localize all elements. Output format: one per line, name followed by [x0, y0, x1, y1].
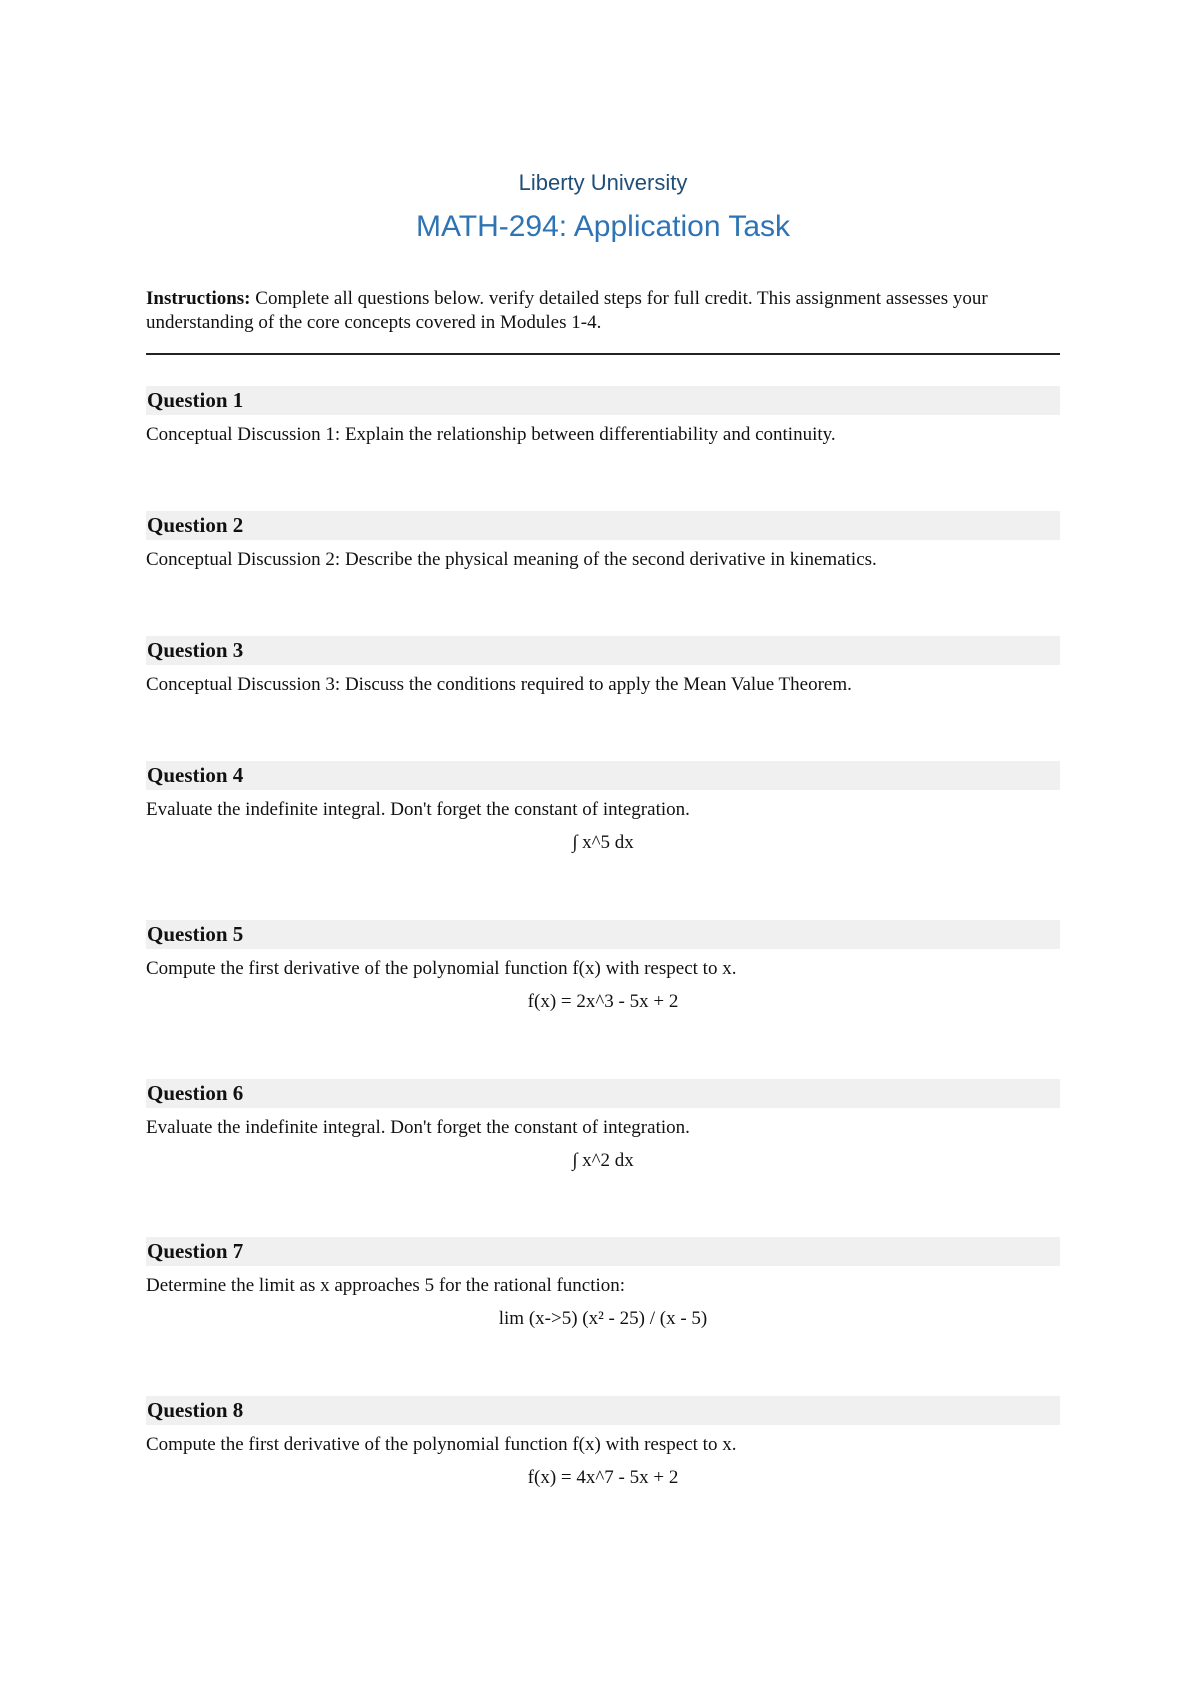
question-text: Compute the first derivative of the polynomial function f(x) with respect to x.	[146, 958, 737, 979]
question-text: Conceptual Discussion 2: Describe the physical meaning of the second derivative in kinematics.	[146, 549, 877, 570]
question-7	[146, 1237, 1060, 1330]
question-1	[146, 386, 1060, 446]
question-8	[146, 1396, 1060, 1489]
question-heading: Question 1	[146, 386, 1060, 415]
question-text: Conceptual Discussion 1: Explain the relationship between differentiability and continuity.	[146, 424, 836, 445]
question-text: Evaluate the indefinite integral. Don't forget the constant of integration.	[146, 799, 690, 820]
question-formula: ∫ x^2 dx	[572, 1150, 634, 1171]
question-heading: Question 5	[146, 920, 1060, 949]
question-4	[146, 761, 1060, 854]
instructions	[146, 287, 1060, 335]
divider	[146, 353, 1060, 355]
university-name: Liberty University	[518, 170, 688, 195]
question-heading: Question 3	[146, 636, 1060, 665]
question-heading: Question 6	[146, 1079, 1060, 1108]
question-2	[146, 511, 1060, 571]
question-formula: f(x) = 4x^7 - 5x + 2	[527, 1467, 679, 1488]
question-heading: Question 8	[146, 1396, 1060, 1425]
question-5	[146, 920, 1060, 1013]
question-formula: lim (x->5) (x² - 25) / (x - 5)	[498, 1308, 708, 1329]
question-text: Evaluate the indefinite integral. Don't forget the constant of integration.	[146, 1117, 690, 1138]
instructions-text: Complete all questions below. verify detailed steps for full credit. This assignment assesses your understanding of the core concepts covered in Modules 1-4.	[146, 288, 988, 333]
question-heading: Question 4	[146, 761, 1060, 790]
question-formula: f(x) = 2x^3 - 5x + 2	[527, 991, 679, 1012]
question-3	[146, 636, 1060, 696]
question-text: Compute the first derivative of the polynomial function f(x) with respect to x.	[146, 1434, 737, 1455]
instructions-label: Instructions:	[146, 288, 251, 309]
question-heading: Question 7	[146, 1237, 1060, 1266]
question-6	[146, 1079, 1060, 1172]
question-heading: Question 2	[146, 511, 1060, 540]
question-text: Conceptual Discussion 3: Discuss the conditions required to apply the Mean Value Theorem.	[146, 674, 852, 695]
question-formula: ∫ x^5 dx	[572, 832, 634, 853]
question-text: Determine the limit as x approaches 5 for the rational function:	[146, 1275, 626, 1296]
document-title: MATH-294: Application Task	[415, 210, 791, 243]
